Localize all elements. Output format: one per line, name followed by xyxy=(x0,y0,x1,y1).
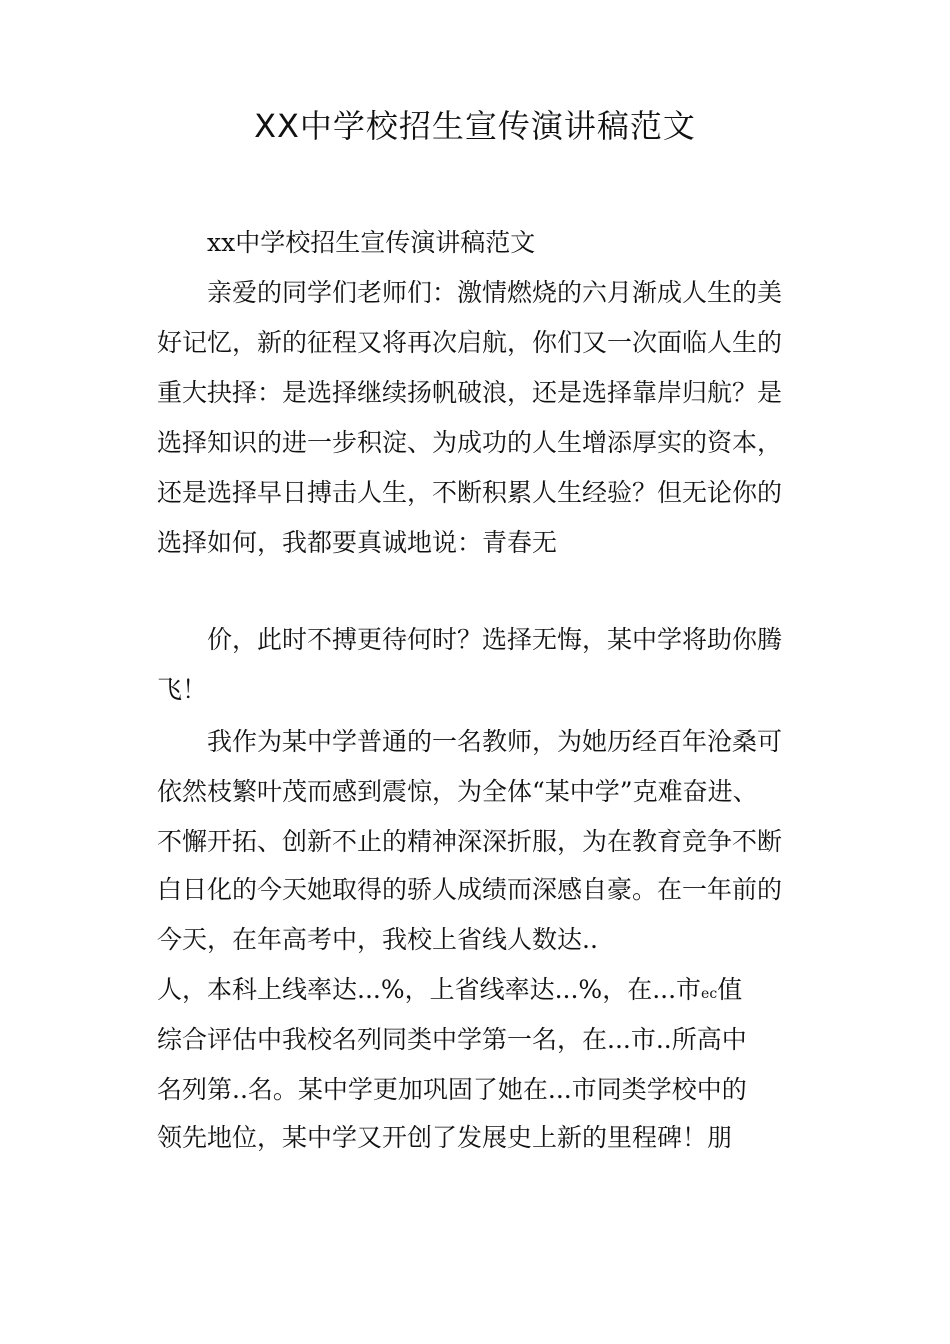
paragraph-line: 还是选择早日搏击人生，不断积累人生经验？但无论你的 xyxy=(157,478,783,507)
paragraph-line xyxy=(157,965,742,1015)
subtitle-line: xx中学校招生宣传演讲稿范文 xyxy=(207,228,536,257)
paragraph-line: 飞！ xyxy=(157,675,208,704)
paragraph-line: 亲爱的同学们老师们：激情燃烧的六月渐成人生的美 xyxy=(207,278,783,307)
paragraph-line: 选择如何，我都要真诚地说：青春无 xyxy=(157,528,558,557)
paragraph-line: 价，此时不搏更待何时？选择无悔，某中学将助你腾 xyxy=(207,625,783,654)
paragraph-line: 选择知识的进一步积淀、为成功的人生增添厚实的资本， xyxy=(157,428,783,457)
paragraph-line: 我作为某中学普通的一名教师，为她历经百年沧桑可 xyxy=(207,727,783,756)
paragraph-line: 综合评估中我校名列同类中学第一名，在...市..所高中 xyxy=(157,1025,747,1054)
paragraph-line: 重大抉择：是选择继续扬帆破浪，还是选择靠岸归航？是 xyxy=(157,378,783,407)
paragraph-line: 名列第..名。某中学更加巩固了她在...市同类学校中的 xyxy=(157,1075,747,1104)
line-text: 值 xyxy=(717,975,743,1004)
paragraph-line: 不懈开拓、创新不止的精神深深折服，为在教育竞争不断 xyxy=(157,827,783,856)
paragraph-line: 好记忆，新的征程又将再次启航，你们又一次面临人生的 xyxy=(157,328,783,357)
inline-mark: ec xyxy=(701,986,718,1002)
paragraph-line: 白日化的今天她取得的骄人成绩而深感自豪。在一年前的 xyxy=(157,875,783,904)
paragraph-line: 依然枝繁叶茂而感到震惊，为全体“某中学”克难奋进、 xyxy=(157,777,758,806)
paragraph-line: 领先地位，某中学又开创了发展史上新的里程碑！朋 xyxy=(157,1123,733,1152)
line-text: 人，本科上线率达...%，上省线率达...%，在...市 xyxy=(157,975,702,1004)
paragraph-line: 今天，在年高考中，我校上省线人数达.. xyxy=(157,925,598,954)
document-title: XX中学校招生宣传演讲稿范文 xyxy=(254,107,696,145)
